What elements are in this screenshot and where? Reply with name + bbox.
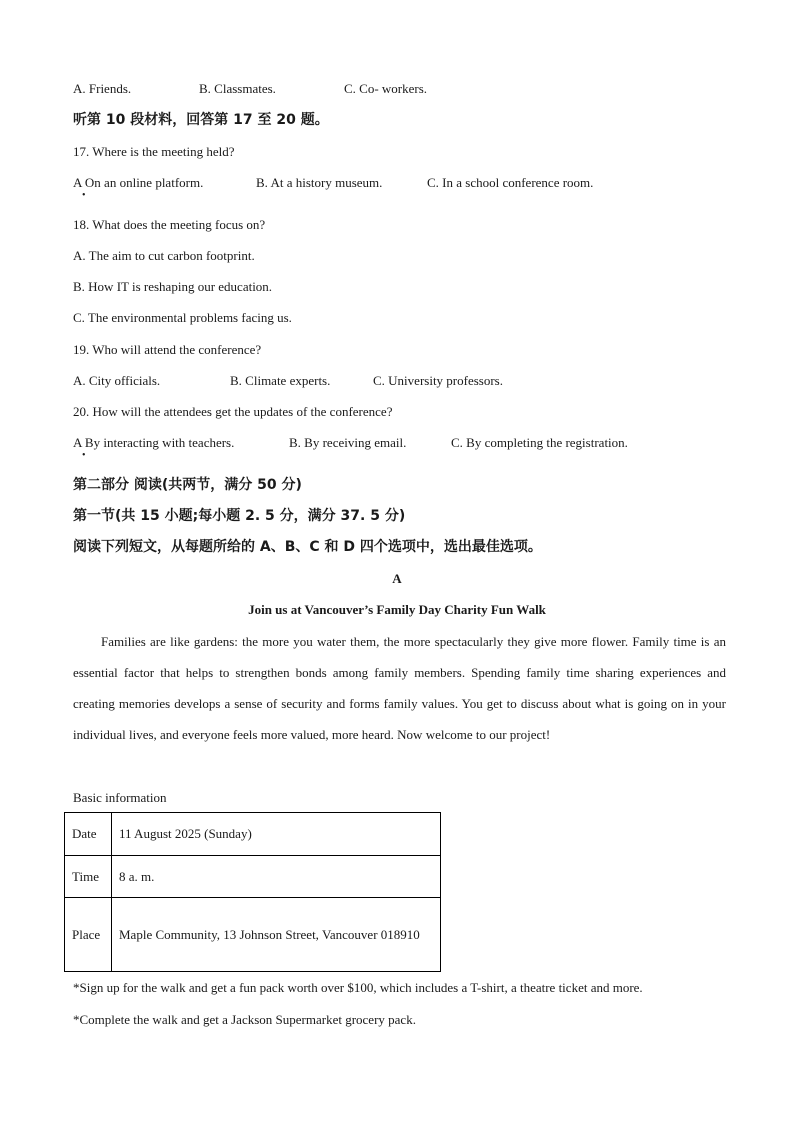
- passage-letter: A: [392, 571, 402, 586]
- q16-option-b: B. Classmates.: [199, 81, 276, 96]
- passage-paragraph: Families are like gardens: the more you water them, the more spectacularly they give more flower. Family time is an essential factor that helps to strengthen bonds among family members. Spending family time sharing experiences and creating memories develops a sense of security and forms family values. You get to discuss about what is going on in your individual lives, and everyone feels more valued, more heard. Now welcome to our project!: [73, 634, 726, 742]
- question-option: A On an online platform.: [73, 175, 204, 190]
- passage-title: Join us at Vancouver’s Family Day Charity Fun Walk: [248, 602, 546, 617]
- question-option: C. The environmental problems facing us.: [73, 310, 292, 325]
- question-stem: 20. How will the attendees get the updates of the conference?: [73, 404, 393, 419]
- basic-info-label: Basic information: [73, 790, 167, 805]
- q16-option-c: C. Co- workers.: [344, 81, 428, 96]
- question-option: B. At a history museum.: [256, 175, 383, 190]
- question-stem: 18. What does the meeting focus on?: [73, 217, 266, 232]
- dot-mark: •: [82, 190, 86, 201]
- info-key: Date: [65, 813, 112, 856]
- question-option: B. How IT is reshaping our education.: [73, 279, 273, 294]
- question-option: A. City officials.: [73, 373, 161, 388]
- table-row: [65, 856, 441, 898]
- info-value: 8 a. m.: [112, 856, 441, 898]
- place-value-text: Maple Community, 13 Johnson Street, Vancouver 018910: [119, 927, 420, 942]
- question-stem: 17. Where is the meeting held?: [73, 144, 235, 159]
- note: *Complete the walk and get a Jackson Supermarket grocery pack.: [73, 1012, 416, 1027]
- info-key: Place: [65, 898, 112, 972]
- question-stem: 19. Who will attend the conference?: [73, 342, 262, 357]
- question-option: B. By receiving email.: [289, 435, 407, 450]
- question-option: A. The aim to cut carbon footprint.: [73, 248, 255, 263]
- info-key: Time: [65, 856, 112, 898]
- part2-header: 第二部分 阅读(共两节，满分 50 分): [73, 477, 302, 493]
- question-option: C. In a school conference room.: [427, 175, 594, 190]
- question-option: C. By completing the registration.: [451, 435, 628, 450]
- table-row: [65, 813, 441, 856]
- q16-option-a: A. Friends.: [73, 81, 132, 96]
- table-row: [65, 898, 441, 972]
- question-option: B. Climate experts.: [230, 373, 331, 388]
- section1-header: 第一节(共 15 小题;每小题 2. 5 分，满分 37. 5 分): [73, 508, 406, 524]
- info-value: 11 August 2025 (Sunday): [112, 813, 441, 856]
- section10-header: 听第 10 段材料，回答第 17 至 20 题。: [73, 112, 329, 128]
- note: *Sign up for the walk and get a fun pack worth over $100, which includes a T-shirt, a theatre ticket and more.: [73, 980, 643, 995]
- instructions: 阅读下列短文，从每题所给的 A、B、C 和 D 四个选项中，选出最佳选项。: [73, 539, 542, 555]
- question-option: C. University professors.: [373, 373, 503, 388]
- info-value: [112, 898, 441, 972]
- info-table: [64, 812, 441, 972]
- question-option: A By interacting with teachers.: [73, 435, 235, 450]
- dot-mark: •: [82, 450, 86, 461]
